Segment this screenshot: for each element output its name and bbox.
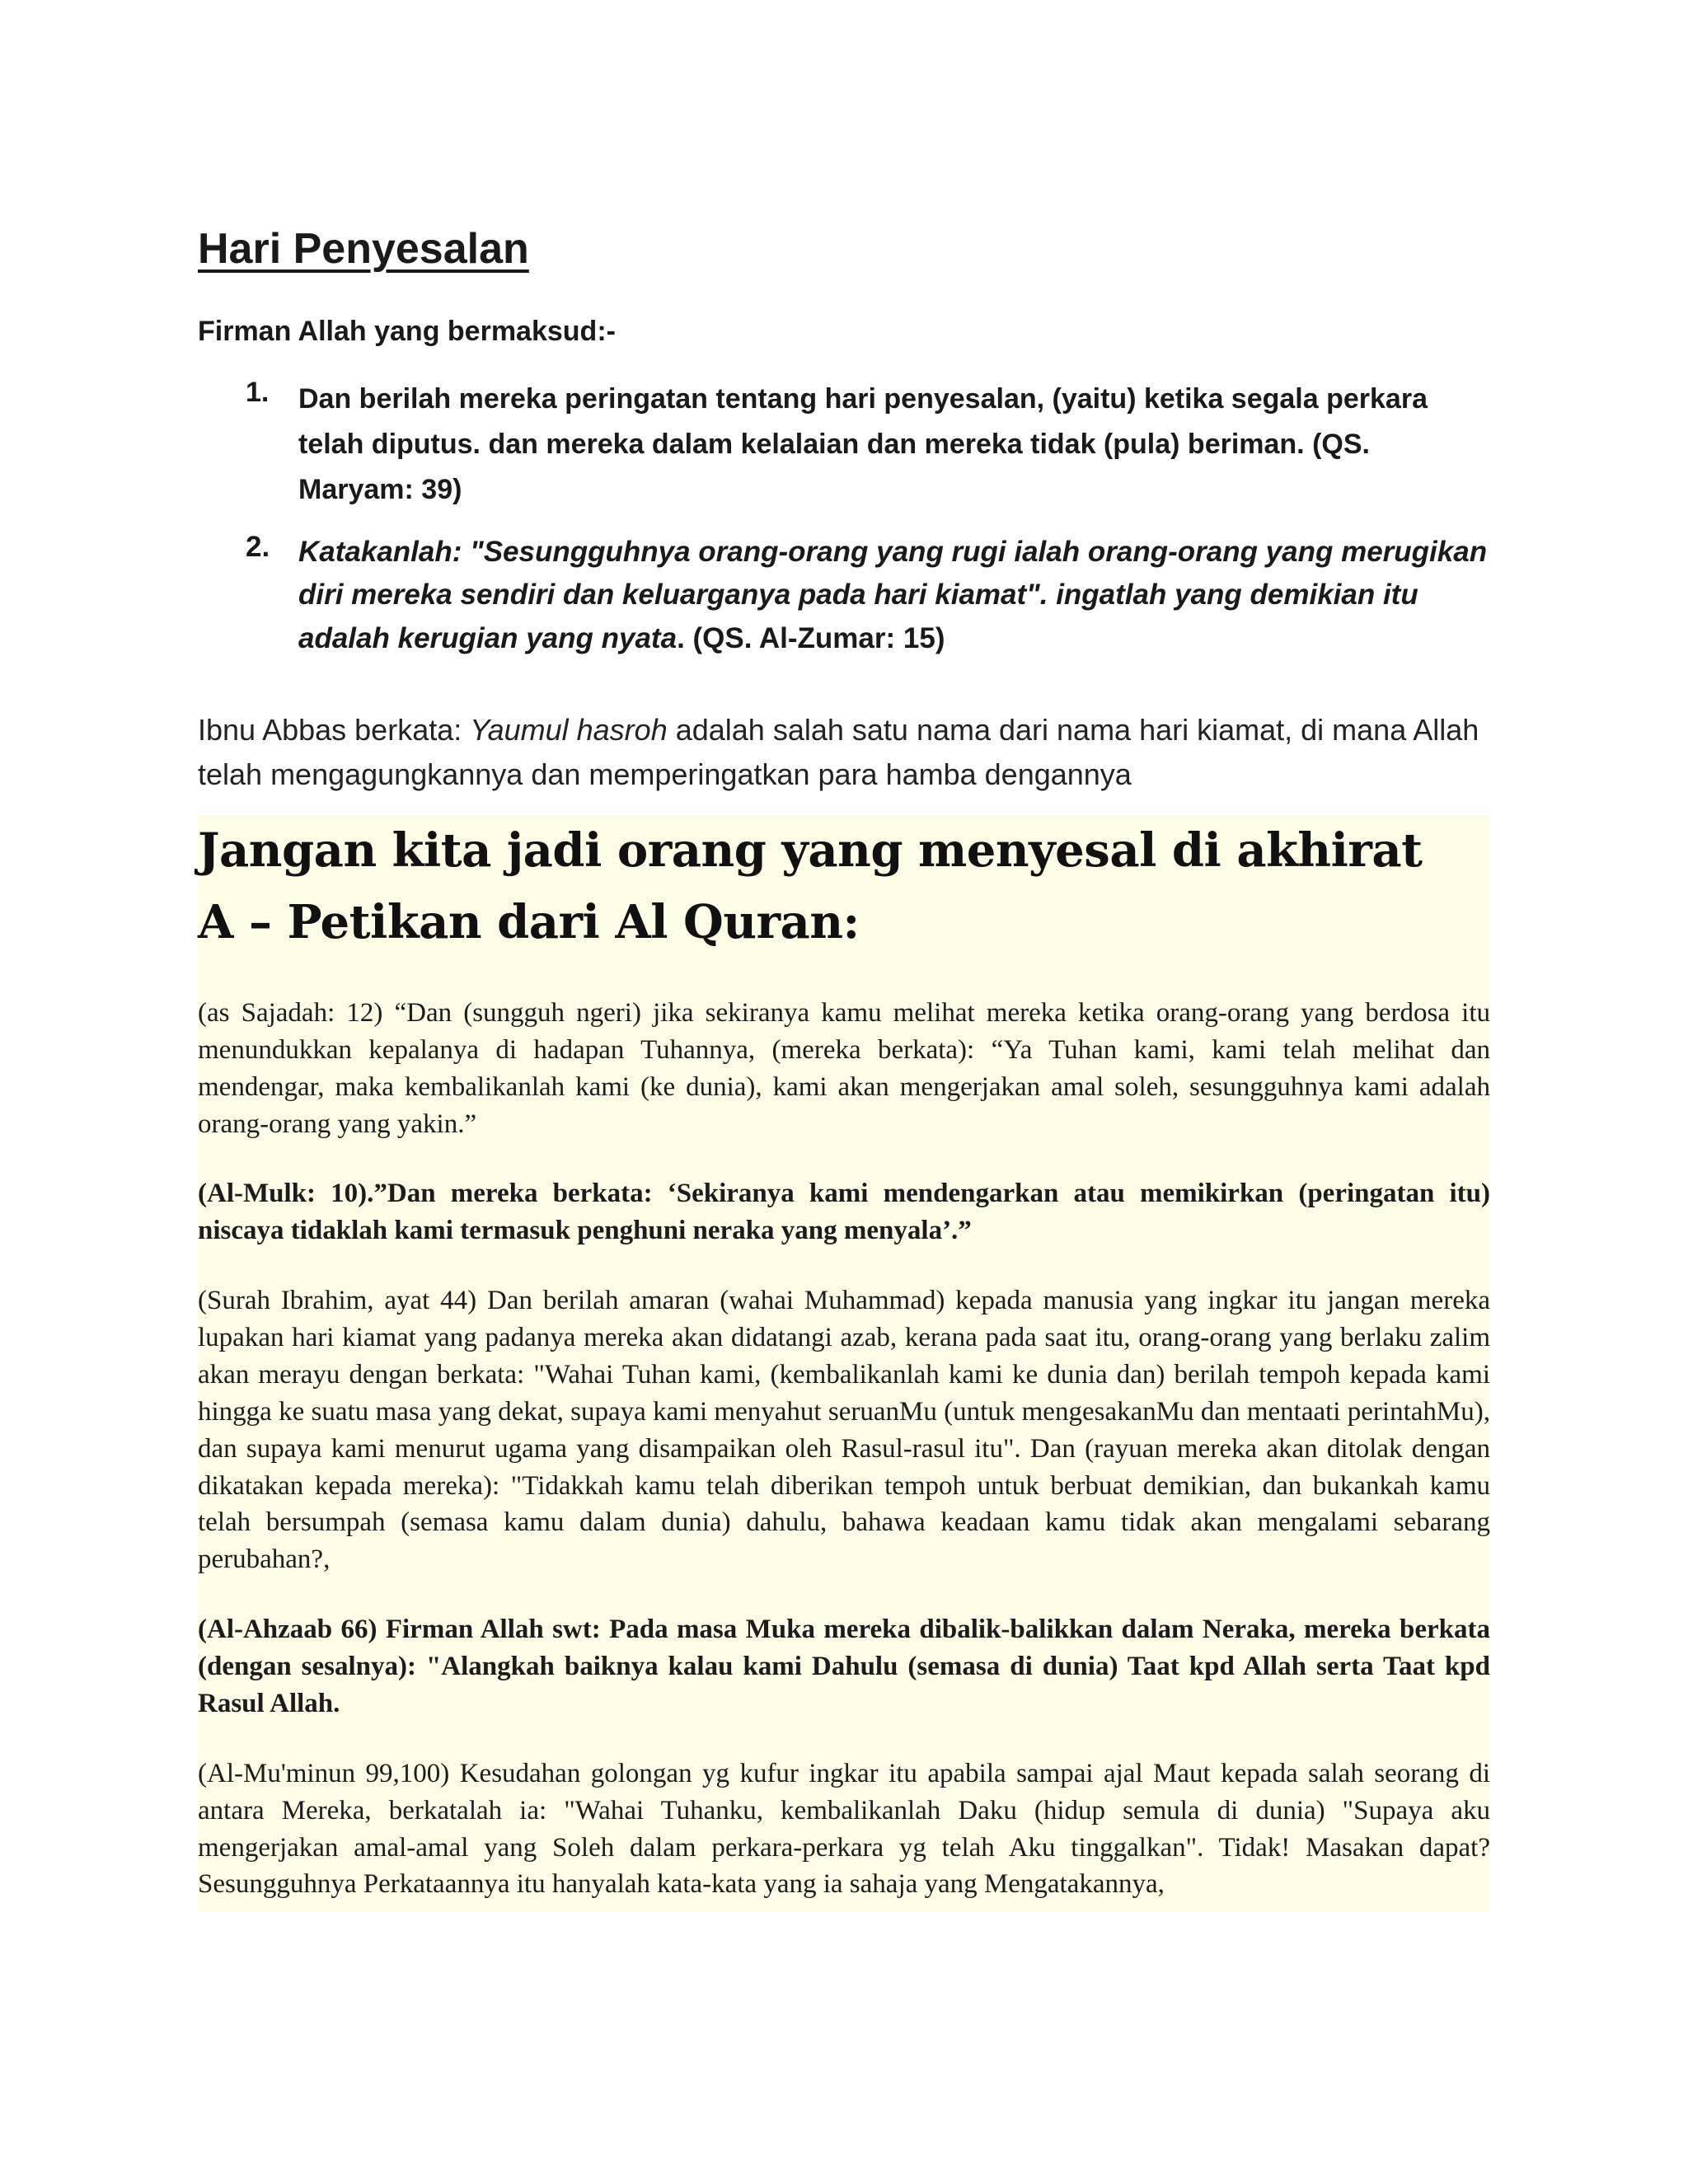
quran-excerpt-ibrahim: (Surah Ibrahim, ayat 44) Dan berilah amaran (wahai Muhammad) kepada manusia yang ingkar itu jangan mereka lupakan hari kiamat yang padanya mereka akan didatangi azab, kerana pada saat itu, orang-orang yang berlaku zalim akan merayu dengan berkata: "Wahai Tuhan kami, (kembalikanlah kami ke dunia dan) berilah tempoh kepada kami hingga ke suatu masa yang dekat, supaya kami menyahut seruanMu (untuk mengesakanMu dan mentaati perintahMu), dan supaya kami menurut ugama yang disampaikan oleh Rasul-rasul itu". Dan (rayuan mereka akan ditolak dengan dikatakan kepada mereka): "Tidakkah kamu telah diberikan tempoh untuk berbuat demikian, dan bukankah kamu telah bersumpah (semasa kamu dalam dunia) dahulu, bahawa keadaan kamu tidak akan mengalami sebarang perubahan?, bbox=[198, 1286, 1490, 1575]
quote-suffix: adalah salah satu nama dari nama hari kiamat, di mana Allah telah mengagungkannya dan memperingatkan para hamba dengannya bbox=[198, 713, 1479, 792]
verse-item-2 bbox=[198, 531, 1490, 661]
quran-excerpt-al-muminun: (Al-Mu'minun 99,100) Kesudahan golongan yg kufur ingkar itu apabila sampai ajal Maut kepada salah seorang di antara Mereka, berkatalah ia: "Wahai Tuhanku, kembalikanlah Daku (hidup semula di dunia) "Supaya aku mengerjakan amal-amal yang Soleh dalam perkara-perkara yg telah Aku tinggalkan". Tidak! Masakan dapat? Sesungguhnya Perkataannya itu hanyalah kata-kata yang ia sahaja yang Mengatakannya, bbox=[198, 1758, 1490, 1900]
verse-item-1 bbox=[198, 377, 1490, 513]
verse-number: 1. bbox=[246, 376, 270, 408]
section-subheading: A – Petikan dari Al Quran: bbox=[198, 895, 860, 950]
verse-reference: . (QS. Al-Zumar: 15) bbox=[677, 621, 945, 654]
ibnu-abbas-quote bbox=[198, 708, 1490, 797]
highlighted-section bbox=[198, 815, 1490, 1911]
verse-number: 2. bbox=[246, 530, 270, 563]
quran-excerpt-al-ahzaab: (Al-Ahzaab 66) Firman Allah swt: Pada masa Muka mereka dibalik-balikkan dalam Neraka, mereka berkata (dengan sesalnya): "Alangkah baiknya kalau kami Dahulu (semasa di dunia) Taat kpd Allah serta Taat kpd Rasul Allah. bbox=[198, 1615, 1490, 1718]
quran-excerpt-as-sajadah: (as Sajadah: 12) “Dan (sungguh ngeri) jika sekiranya kamu melihat mereka ketika orang-orang yang berdosa itu menundukkan kepalanya di hadapan Tuhannya, (mereka berkata): “Ya Tuhan kami, kami telah melihat dan mendengar, maka kembalikanlah kami (ke dunia), kami akan mengerjakan amal soleh, sesungguhnya kami adalah orang-orang yang yakin.” bbox=[198, 997, 1490, 1139]
quran-excerpt-al-mulk: (Al-Mulk: 10).”Dan mereka berkata: ‘Sekiranya kami mendengarkan atau memikirkan (peringatan itu) niscaya tidaklah kami termasuk penghuni neraka yang menyala’.” bbox=[198, 1179, 1490, 1246]
section-heading: Jangan kita jadi orang yang menyesal di akhirat bbox=[198, 823, 1423, 879]
verse-text bbox=[298, 531, 1490, 661]
quote-italic-term: Yaumul hasroh bbox=[470, 713, 668, 748]
page-title: Hari Penyesalan bbox=[198, 225, 529, 273]
verse-list bbox=[198, 377, 1490, 661]
intro-text: Firman Allah yang bermaksud:- bbox=[198, 316, 616, 347]
verse-italic-text: Katakanlah: "Sesungguhnya orang-orang yang rugi ialah orang-orang yang merugikan diri mereka sendiri dan keluarganya pada hari kiamat". ingatlah yang demikian itu adalah kerugian yang nyata bbox=[298, 535, 1488, 654]
verse-text: Dan berilah mereka peringatan tentang hari penyesalan, (yaitu) ketika segala perkara telah diputus. dan mereka dalam kelalaian dan mereka tidak (pula) beriman. (QS. Maryam: 39) bbox=[298, 382, 1428, 505]
document-body bbox=[198, 223, 1490, 1911]
quote-prefix: Ibnu Abbas berkata: bbox=[198, 713, 471, 748]
